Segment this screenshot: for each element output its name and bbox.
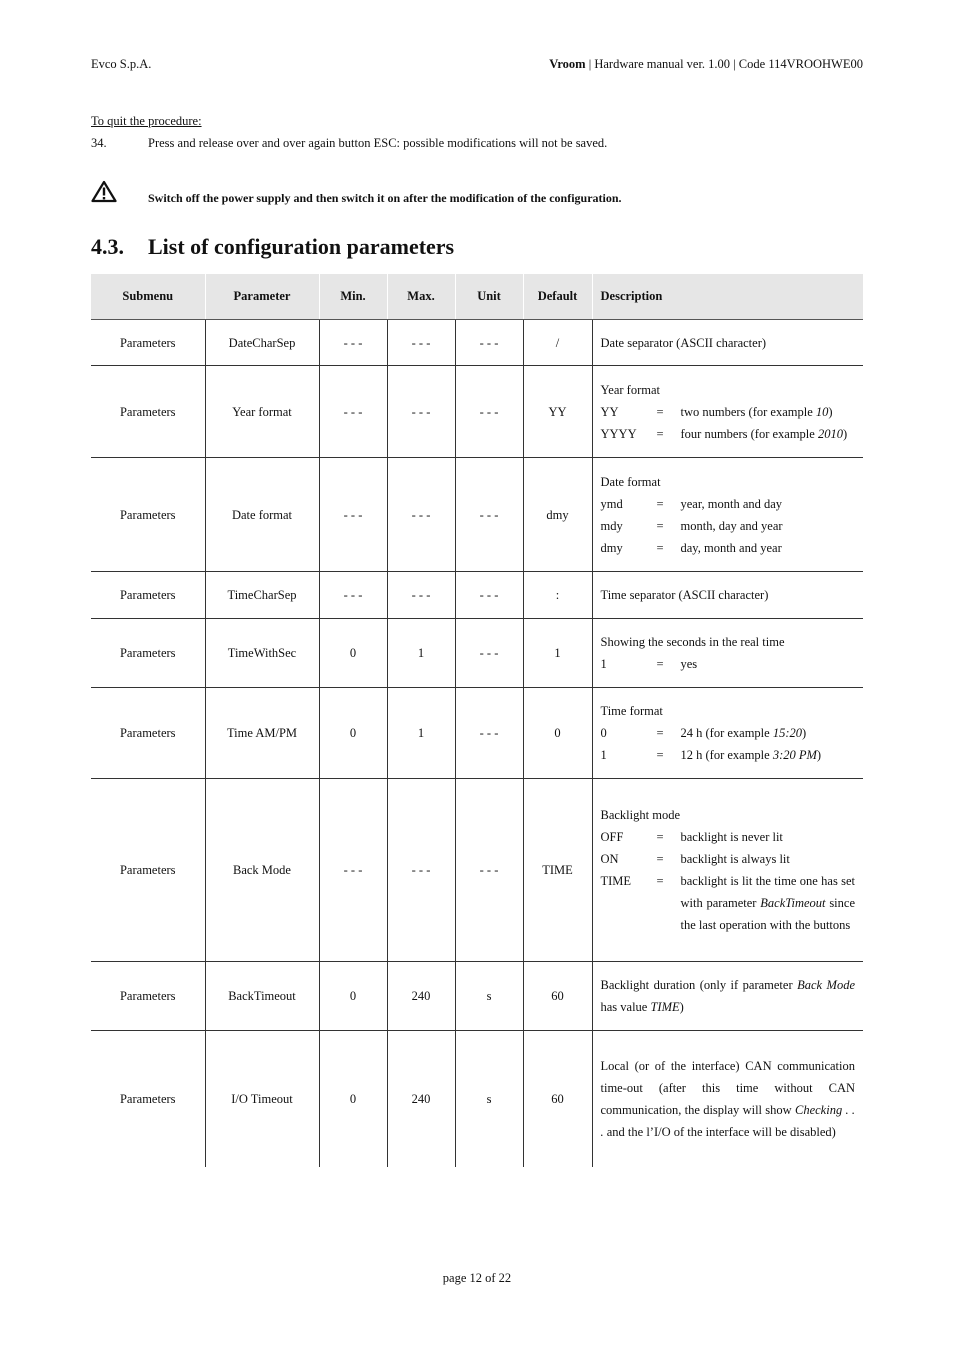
cell-unit: s <box>455 962 523 1031</box>
table-row <box>91 320 863 366</box>
cell-submenu: Parameters <box>91 458 205 572</box>
option-line <box>601 537 856 559</box>
description-title: Showing the seconds in the real time <box>600 635 785 649</box>
option-value: yes <box>680 657 698 671</box>
option-equals: = <box>656 540 664 555</box>
cell-unit: - - - <box>455 458 523 572</box>
option-line <box>601 401 856 423</box>
cell-description <box>592 779 863 962</box>
option-line <box>601 653 856 675</box>
cell-default: YY <box>523 366 592 458</box>
cell-default: 0 <box>523 688 592 779</box>
header-company: Evco S.p.A. <box>91 57 152 71</box>
column-header: Min. <box>319 274 387 320</box>
cell-submenu: Parameters <box>91 1031 205 1167</box>
option-key: YYYY <box>600 426 637 441</box>
option-value: year, month and day <box>680 496 783 511</box>
cell-max: - - - <box>387 572 455 619</box>
warning-text: Switch off the power supply and then switch it on after the modification of the configuration. <box>148 191 622 205</box>
cell-max: - - - <box>387 366 455 458</box>
cell-default: 60 <box>523 1031 592 1167</box>
cell-description <box>592 1031 863 1167</box>
table-row <box>91 572 863 619</box>
description-text: Local (or of the interface) CAN communication time-out (after this time without CAN communication, the display will show Checking . . . and the l’I/O of the interface will be disabled) <box>600 1058 855 1139</box>
cell-default: / <box>523 320 592 366</box>
cell-default: TIME <box>523 779 592 962</box>
table-row <box>91 779 863 962</box>
description-title: Year format <box>600 382 660 397</box>
cell-default: 1 <box>523 619 592 688</box>
header-product: Vroom <box>549 57 586 71</box>
quit-procedure-heading: To quit the procedure: <box>91 114 202 128</box>
column-header: Submenu <box>91 274 205 320</box>
option-value: two numbers (for example 10) <box>680 404 833 419</box>
section-title: List of configuration parameters <box>148 234 455 259</box>
option-equals: = <box>656 496 664 511</box>
cell-description: Date separator (ASCII character) <box>592 320 863 366</box>
cell-min: - - - <box>319 458 387 572</box>
cell-submenu: Parameters <box>91 366 205 458</box>
cell-unit: - - - <box>455 619 523 688</box>
column-header: Default <box>523 274 592 320</box>
cell-max: - - - <box>387 320 455 366</box>
option-line <box>601 423 856 445</box>
page-number: page 12 of 22 <box>442 1271 512 1285</box>
option-line <box>601 515 856 537</box>
step-number: 34. <box>91 136 107 150</box>
cell-min: 0 <box>319 688 387 779</box>
cell-submenu: Parameters <box>91 962 205 1031</box>
cell-submenu: Parameters <box>91 619 205 688</box>
cell-parameter: Time AM/PM <box>205 688 319 779</box>
option-value: backlight is lit the time one has set with parameter BackTimeout since the last operation with the buttons <box>680 874 856 932</box>
option-key: 1 <box>600 657 607 671</box>
option-key: 1 <box>600 748 607 762</box>
cell-description <box>592 962 863 1031</box>
header-document-info <box>549 57 863 72</box>
cell-unit: - - - <box>455 779 523 962</box>
cell-description <box>592 619 863 688</box>
cell-min: - - - <box>319 779 387 962</box>
configuration-parameters-table <box>91 274 863 1167</box>
option-value: day, month and year <box>680 540 782 555</box>
cell-default: : <box>523 572 592 619</box>
column-header: Parameter <box>205 274 319 320</box>
option-equals: = <box>656 852 664 866</box>
cell-parameter: I/O Timeout <box>205 1031 319 1167</box>
cell-unit: - - - <box>455 688 523 779</box>
option-equals: = <box>656 426 664 441</box>
cell-unit: s <box>455 1031 523 1167</box>
option-key: ON <box>600 852 619 866</box>
cell-max: 1 <box>387 619 455 688</box>
step-text: Press and release over and over again button ESC: possible modifications will not be saved. <box>148 136 608 150</box>
option-line <box>601 744 856 766</box>
warning-triangle-icon <box>91 180 117 203</box>
table-row <box>91 619 863 688</box>
cell-unit: - - - <box>455 572 523 619</box>
description-title: Date format <box>600 474 661 489</box>
cell-min: - - - <box>319 366 387 458</box>
cell-min: - - - <box>319 320 387 366</box>
cell-parameter: Back Mode <box>205 779 319 962</box>
cell-default: dmy <box>523 458 592 572</box>
option-equals: = <box>656 518 664 533</box>
table-row <box>91 458 863 572</box>
table-row <box>91 1031 863 1167</box>
cell-parameter: TimeCharSep <box>205 572 319 619</box>
cell-min: 0 <box>319 1031 387 1167</box>
option-equals: = <box>656 874 664 888</box>
option-equals: = <box>656 830 664 844</box>
cell-max: 240 <box>387 962 455 1031</box>
option-value: 24 h (for example 15:20) <box>680 726 807 740</box>
cell-submenu: Parameters <box>91 688 205 779</box>
cell-max: 1 <box>387 688 455 779</box>
option-key: ymd <box>600 496 623 511</box>
option-value: month, day and year <box>680 518 783 533</box>
table-row <box>91 962 863 1031</box>
table-header-row <box>91 274 863 320</box>
cell-default: 60 <box>523 962 592 1031</box>
option-key: TIME <box>600 874 632 888</box>
cell-submenu: Parameters <box>91 779 205 962</box>
option-equals: = <box>656 657 664 671</box>
option-line <box>601 722 856 744</box>
cell-description <box>592 366 863 458</box>
cell-min: - - - <box>319 572 387 619</box>
option-key: YY <box>600 404 619 419</box>
option-line <box>601 493 856 515</box>
cell-max: - - - <box>387 779 455 962</box>
cell-min: 0 <box>319 619 387 688</box>
description-title: Backlight mode <box>600 808 680 822</box>
option-value: backlight is never lit <box>680 830 783 844</box>
cell-submenu: Parameters <box>91 572 205 619</box>
cell-parameter: TimeWithSec <box>205 619 319 688</box>
cell-submenu: Parameters <box>119 335 176 350</box>
cell-description <box>592 688 863 779</box>
option-value: 12 h (for example 3:20 PM) <box>680 748 822 762</box>
cell-unit: - - - <box>455 366 523 458</box>
cell-min: 0 <box>319 962 387 1031</box>
cell-parameter: Date format <box>205 458 319 572</box>
cell-max: 240 <box>387 1031 455 1167</box>
option-line <box>601 826 856 848</box>
description-title: Time format <box>600 704 663 718</box>
column-header: Unit <box>455 274 523 320</box>
table-row <box>91 366 863 458</box>
option-key: 0 <box>600 726 607 740</box>
cell-unit: - - - <box>455 320 523 366</box>
option-line <box>601 848 856 870</box>
cell-description <box>592 458 863 572</box>
option-value: backlight is always lit <box>680 852 790 866</box>
table-row <box>91 688 863 779</box>
option-value: four numbers (for example 2010) <box>680 426 848 441</box>
cell-description: Time separator (ASCII character) <box>592 572 863 619</box>
cell-parameter: DateCharSep <box>205 320 319 366</box>
option-equals: = <box>656 748 664 762</box>
cell-parameter: Year format <box>205 366 319 458</box>
option-key: mdy <box>600 518 623 533</box>
option-equals: = <box>656 726 664 740</box>
option-equals: = <box>656 404 664 419</box>
column-header: Description <box>592 274 863 320</box>
description-text: Backlight duration (only if parameter Back Mode has value TIME) <box>600 978 855 1014</box>
option-key: dmy <box>600 540 623 555</box>
column-header: Max. <box>387 274 455 320</box>
cell-parameter: BackTimeout <box>205 962 319 1031</box>
option-line <box>601 870 856 936</box>
cell-max: - - - <box>387 458 455 572</box>
header-manual: | Hardware manual ver. 1.00 | Code 114VROOHWE00 <box>585 57 863 71</box>
section-number: 4.3. <box>91 234 124 259</box>
option-key: OFF <box>600 830 624 844</box>
